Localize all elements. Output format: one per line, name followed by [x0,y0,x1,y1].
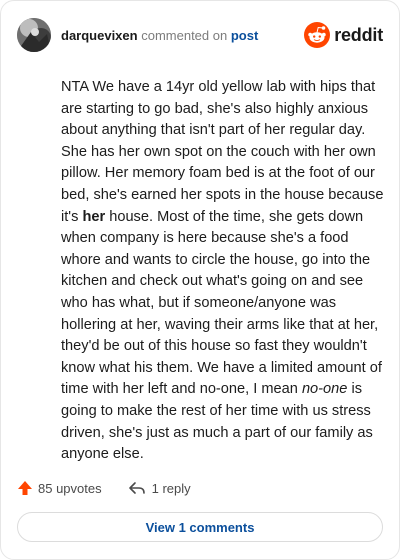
user-avatar[interactable] [17,18,51,52]
username-link[interactable]: darquevixen [61,27,138,43]
upvote-button[interactable] [17,480,102,496]
reply-button[interactable] [128,481,191,496]
reddit-brand[interactable] [304,22,383,48]
post-link[interactable]: post [230,27,259,43]
reply-arrow-icon [128,481,146,495]
upvote-arrow-icon [17,480,33,496]
comment-body [61,77,391,466]
comment-text-part: house. Most of the time, she gets down when company is here because she's a food whore and wants to circle the house, go into the kitchen and check out what's going on and see who has what, but if someone/anyone was hollering at her, waving their arms like that at her, they'd be out of this house so fast they wouldn't know what his them. We have a limited amount of time with her left and no-one, I mean [61,208,382,398]
avatar-image [17,18,51,52]
comment-text-part: is going to make the rest of her time with us stress driven, she's just as much a part of our family as anyone else. [61,381,373,463]
view-comments-button[interactable]: View 1 comments [17,512,383,542]
comment-italic-text: no-one [301,381,348,398]
reply-count: 1 reply [151,480,191,496]
reddit-snoo-icon [304,22,330,48]
comment-header [17,15,383,55]
comment-bold-text: her [82,208,106,225]
reddit-wordmark: reddit [334,24,383,45]
comment-meta [61,28,258,43]
comment-actions [17,477,191,499]
commented-on-text: commented on [141,27,228,43]
comment-text-part: NTA We have a 14yr old yellow lab with hips that are starting to go bad, she's also highly anxious about anything that isn't part of her regular day. She has her own spot on the couch with her own pillow. Her memory foam bed is at the foot of our bed, she's earned her spots in the house because it's [61,79,384,225]
upvote-count: 85 upvotes [38,480,102,496]
